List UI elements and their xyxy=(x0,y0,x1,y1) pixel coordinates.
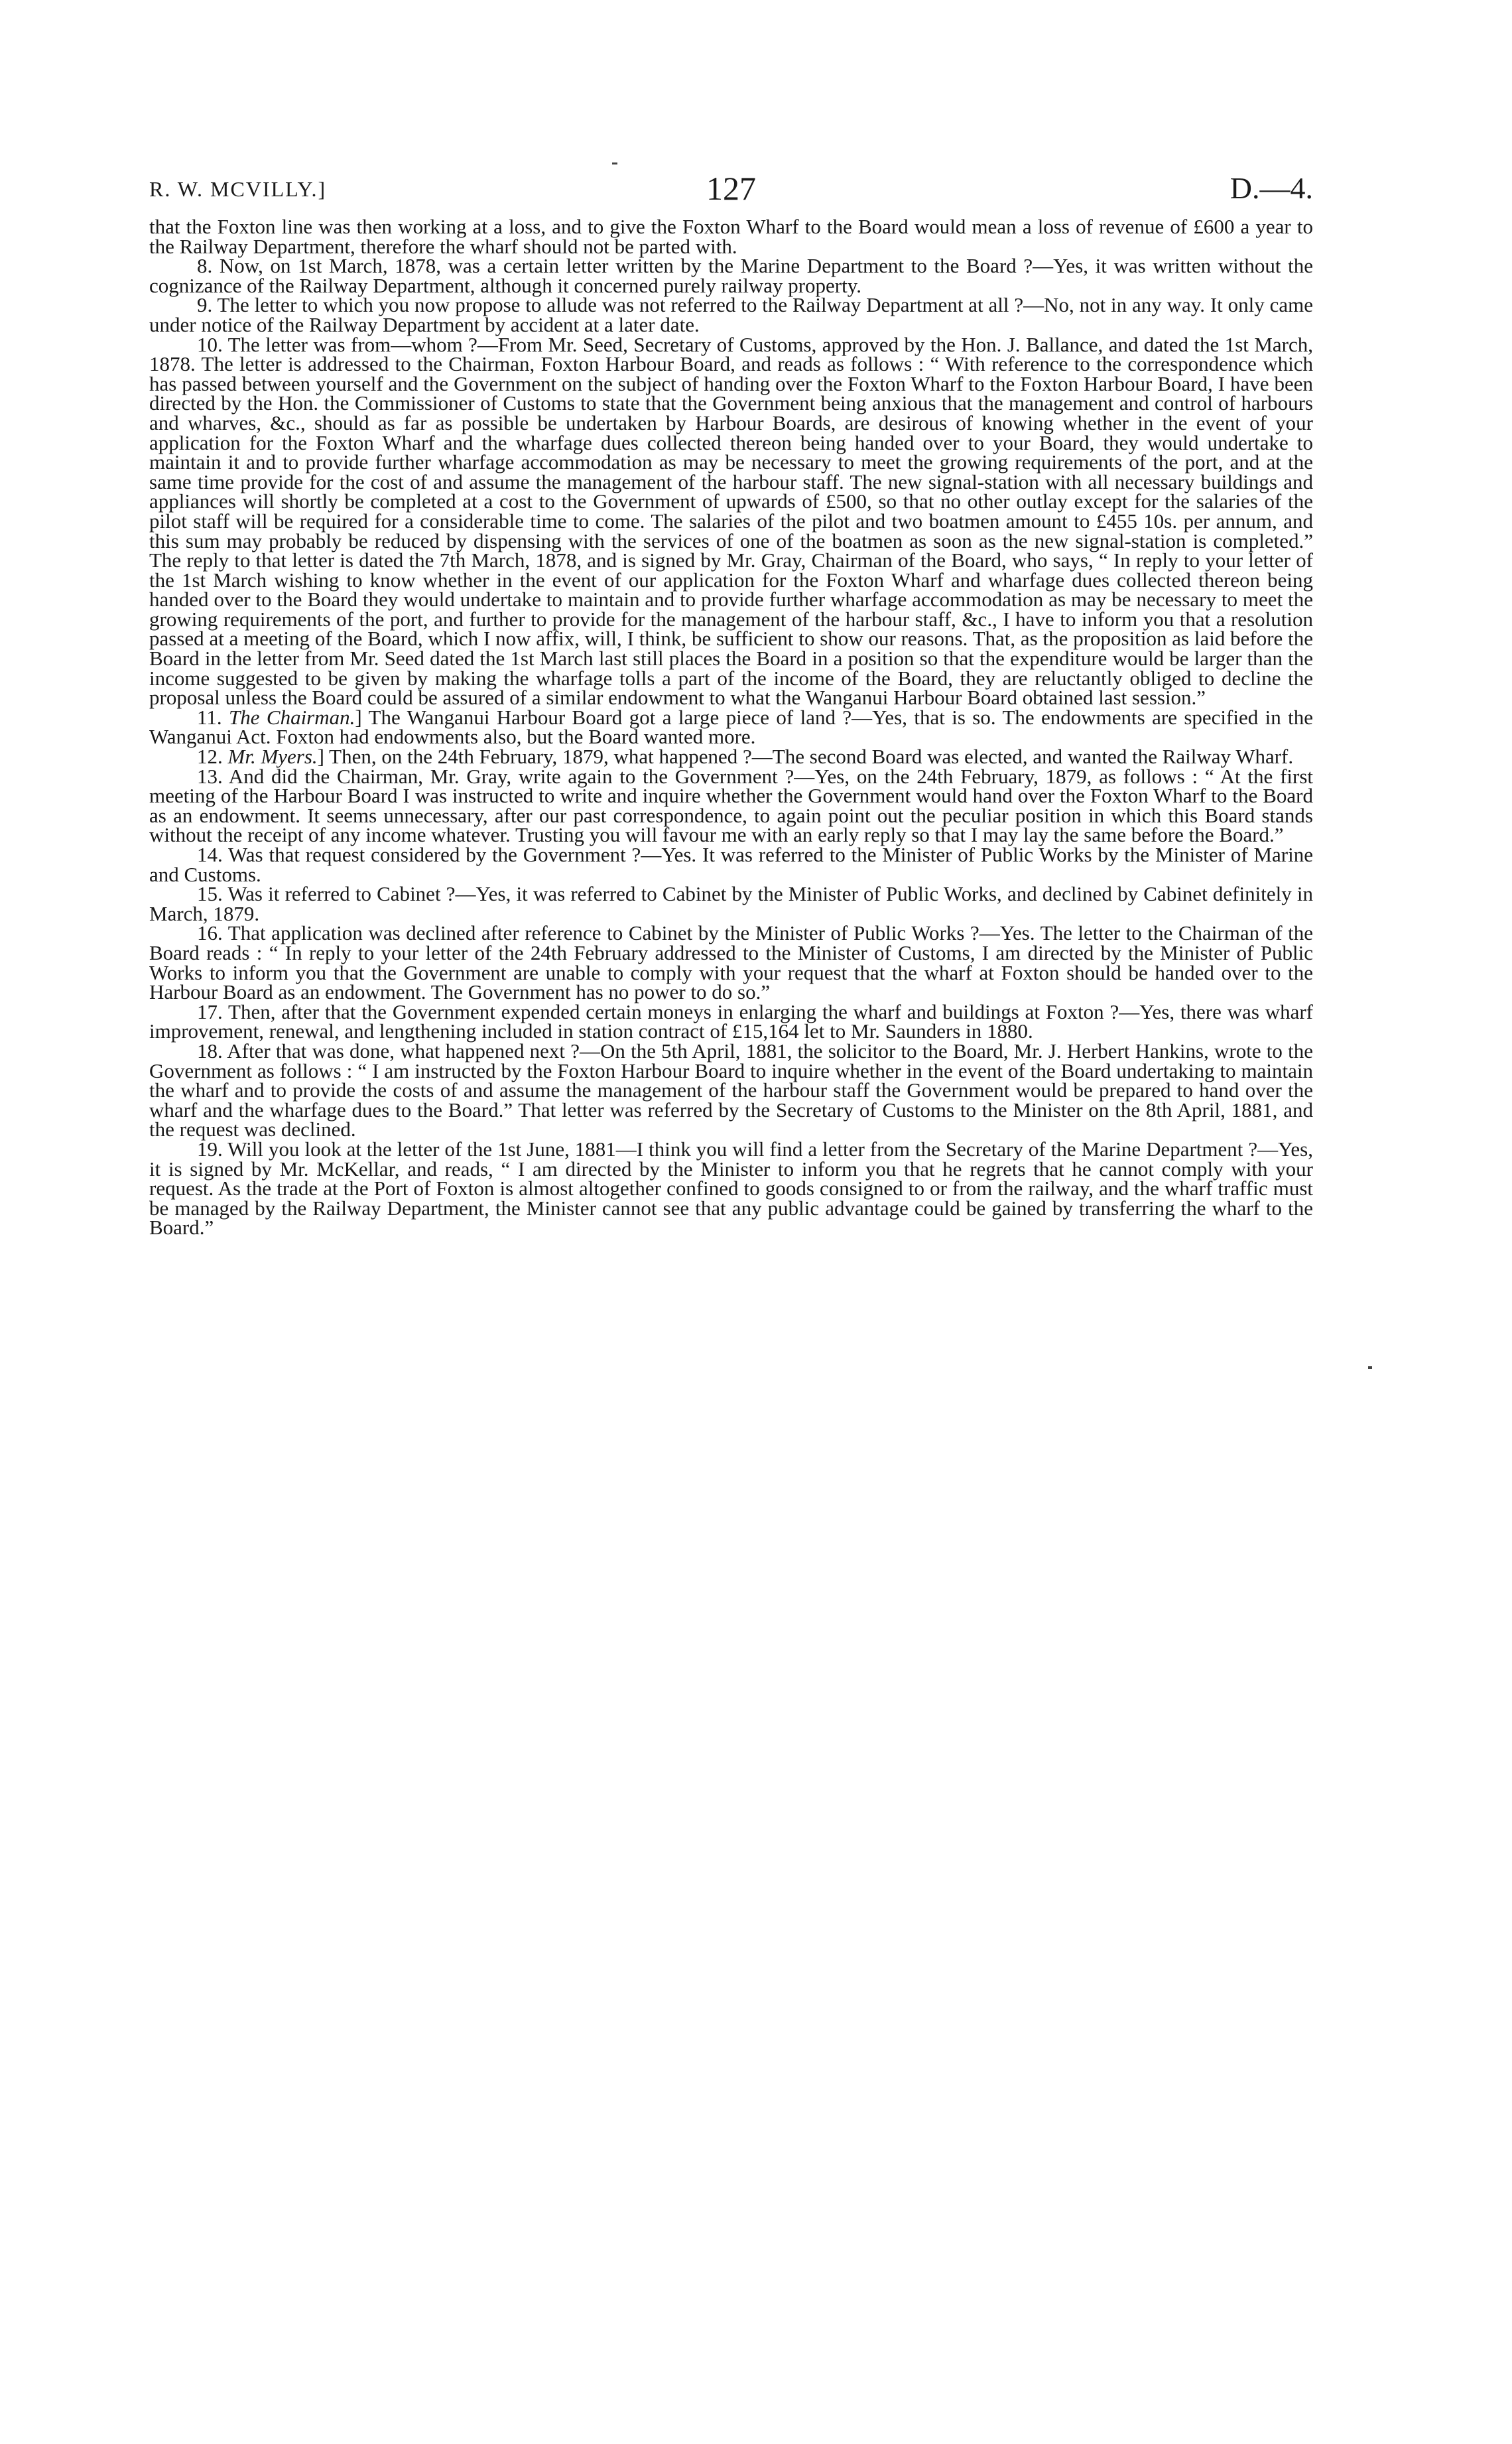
page-body xyxy=(149,217,1313,1238)
speaker-name: Mr. Myers. xyxy=(227,745,318,769)
paragraph: 18. After that was done, what happened next ?—On the 5th April, 1881, the solicitor to the Board, Mr. J. Herbert Hankins, wrote to the Government as follows : “ I am instructed by the Foxton Harbour Board to inquire whether in the event of the Board undertaking to maintain the wharf and to provide the costs of and assume the management of the harbour staff the Government would be prepared to hand over the wharf and the wharfage dues to the Board.” That letter was referred by the Secretary of Customs to the Minister on the 8th April, 1881, and the request was declined. xyxy=(149,1039,1313,1141)
document-reference: D.—4. xyxy=(1229,171,1313,205)
paragraph: that the Foxton line was then working at a loss, and to give the Foxton Wharf to the Board would mean a loss of revenue of £600 a year to the Railway Department, therefore the wharf should not be parted with. xyxy=(149,215,1313,258)
paragraph: 16. That application was declined after reference to Cabinet by the Minister of Public Works ?—Yes. The letter to the Chairman of the Board reads : “ In reply to your letter of the 24th February addressed to the Minister of Customs, I am directed by the Minister of Public Works to inform you that the Government are unable to comply with your request that the wharf at Foxton should be handed over to the Harbour Board as an endowment. The Government has no power to do so.” xyxy=(149,921,1313,1004)
paragraph-number: 12. xyxy=(197,745,223,769)
paragraph: 14. Was that request considered by the Government ?—Yes. It was referred to the Minister of Public Works by the Minister of Marine and Customs. xyxy=(149,843,1313,886)
page xyxy=(149,169,1313,1238)
paragraph xyxy=(149,747,1313,767)
paragraph: 10. The letter was from—whom ?—From Mr. Seed, Secretary of Customs, approved by the Hon. J. Ballance, and dated the 1st March, 1878. The letter is addressed to the Chairman, Foxton Harbour Board, and reads as follows : “ With reference to the correspondence which has passed between yourself and the Government on the subject of handing over the Foxton Wharf to the Foxton Harbour Board, I have been directed by the Hon. the Commissioner of Customs to state that the Government being anxious that the management and control of harbours and wharves, &c., should as far as possible be undertaken by Harbour Boards, are desirous of knowing whether in the event of your application for the Foxton Wharf and the wharfage dues collected thereon being handed over to your Board, they would undertake to maintain it and to provide further wharfage accommodation as may be necessary to meet the growing requirements of the port, and at the same time provide for the cost of and assume the management of the harbour staff. The new signal-station with all necessary buildings and appliances will shortly be completed at a cost to the Government of upwards of £500, so that no other outlay except for the salaries of the pilot staff will be required for a considerable time to come. The salaries of the pilot and two boatmen amount to £455 10s. per annum, and this sum may probably be reduced by dispensing with the services of one of the boatmen as soon as the new signal-station is completed.” The reply to that letter is dated the 7th March, 1878, and is signed by Mr. Gray, Chairman of the Board, who says, “ In reply to your letter of the 1st March wishing to know whether in the event of our application for the Foxton Wharf and wharfage dues collected thereon being handed over to the Board they would undertake to maintain and to provide further wharfage accommodation as may be necessary to meet the growing requirements of the port, and further to provide for the management of the harbour staff, &c., I have to inform you that a resolution passed at a meeting of the Board, which I now affix, will, I think, be sufficient to show our reasons. That, as the proposition as laid before the Board in the letter from Mr. Seed dated the 1st March last still places the Board in a position so that the expenditure would be larger than the income suggested to be given by making the wharfage tolls a part of the income of the Board, they are reluctantly obliged to decline the proposal unless the Board could be assured of a similar endowment to what the Wanganui Harbour Board obtained last session.” xyxy=(149,332,1313,710)
paragraph: 15. Was it referred to Cabinet ?—Yes, it was referred to Cabinet by the Minister of Public Works, and declined by Cabinet definitely in March, 1879. xyxy=(149,882,1313,925)
margin-mark xyxy=(1368,1366,1372,1369)
paragraph: 13. And did the Chairman, Mr. Gray, write again to the Government ?—Yes, on the 24th February, 1879, as follows : “ At the first meeting of the Harbour Board I was instructed to write and inquire whether the Government would hand over the Foxton Wharf to the Board as an endowment. It seems unnecessary, after our past correspondence, to again point out the peculiar position in which this Board stands without the receipt of any income whatever. Trusting you will favour me with an early reply so that I may lay the same before the Board.” xyxy=(149,764,1313,847)
header-witness-name: R. W. MCVILLY.] xyxy=(149,177,327,201)
page-header xyxy=(149,169,1313,209)
speaker-name: The Chairman. xyxy=(229,705,355,729)
header-mark xyxy=(612,162,617,164)
paragraph: 17. Then, after that the Government expended certain moneys in enlarging the wharf and buildings at Foxton ?—Yes, there was wharf improvement, renewal, and lengthening included in station contract of £15,164 let to Mr. Saunders in 1880. xyxy=(149,999,1313,1043)
paragraph xyxy=(149,705,1313,749)
paragraph: 9. The letter to which you now propose to allude was not referred to the Railway Department at all ?—No, not in any way. It only came under notice of the Railway Department by accident at a later date. xyxy=(149,293,1313,336)
page-number: 127 xyxy=(706,170,756,207)
paragraph-number: 11. xyxy=(197,705,222,729)
paragraph: 19. Will you look at the letter of the 1st June, 1881—I think you will find a letter from the Secretary of the Marine Department ?—Yes, it is signed by Mr. McKellar, and reads, “ I am directed by the Minister to inform you that he regrets that he cannot comply with your request. As the trade at the Port of Foxton is almost altogether confined to goods consigned to or from the railway, and the wharf traffic must be managed by the Railway Department, the Minister cannot see that any public advantage could be gained by transferring the wharf to the Board.” xyxy=(149,1137,1313,1240)
paragraph-text: ] Then, on the 24th February, 1879, what happened ?—The second Board was elected, and wanted the Railway Wharf. xyxy=(317,745,1294,769)
paragraph-text: ] The Wanganui Harbour Board got a large piece of land ?—Yes, that is so. The endowments are specified in the Wanganui Act. Foxton had endowments also, but the Board wanted more. xyxy=(149,705,1313,749)
paragraph: 8. Now, on 1st March, 1878, was a certain letter written by the Marine Department to the Board ?—Yes, it was written without the cognizance of the Railway Department, although it concerned purely railway property. xyxy=(149,254,1313,297)
